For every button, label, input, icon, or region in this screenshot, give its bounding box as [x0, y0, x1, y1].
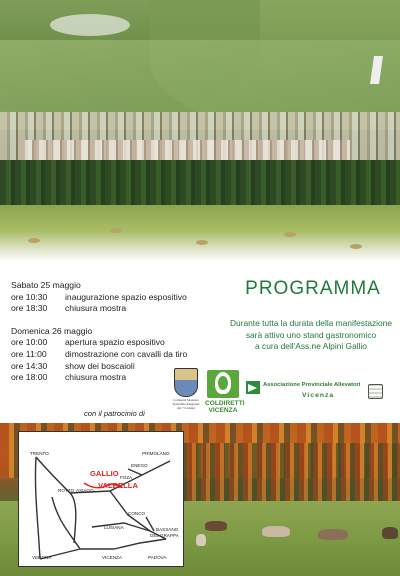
top-landscape-photo — [0, 0, 400, 262]
map-place-highlight: GALLIO — [90, 469, 119, 478]
programma-title: PROGRAMMA — [245, 278, 381, 299]
patronage-label: con il patrocinio di — [84, 409, 145, 418]
event-text: inaugurazione spazio espositivo — [65, 291, 187, 302]
location-map — [18, 431, 184, 567]
forest — [0, 160, 400, 210]
logo-text: Comunità Montana — [173, 398, 199, 402]
cow — [318, 529, 348, 540]
hay-bale — [110, 228, 122, 233]
cow — [205, 521, 227, 531]
map-place: TRENTO — [30, 451, 49, 456]
event-text: dimostrazione con cavalli da tiro — [65, 348, 188, 359]
map-place: BASSANO — [156, 527, 179, 532]
hay-bale — [28, 238, 40, 243]
crest-icon — [174, 368, 198, 397]
cloud — [50, 14, 130, 36]
cow — [262, 526, 290, 537]
event-text: apertura spazio espositivo — [65, 337, 165, 348]
logo-text: VICENZA — [208, 407, 238, 414]
schedule-row — [11, 292, 251, 304]
event-text: show dei boscaioli — [65, 360, 135, 371]
stand-line: a cura dell'Ass.ne Alpini Gallio — [255, 341, 367, 352]
day-title-saturday: Sabato 25 maggio — [11, 280, 81, 290]
hay-bale — [284, 232, 296, 237]
event-time: ore 18:30 — [11, 303, 48, 314]
day-title-sunday: Domenica 26 maggio — [11, 325, 93, 336]
map-place: FOZA — [120, 475, 133, 480]
comunita-montana-logo — [166, 368, 206, 410]
map-place: LUSIANA — [104, 525, 124, 530]
arrow-mark-icon — [246, 381, 260, 394]
map-place: VERONA — [32, 555, 52, 560]
event-time: ore 10:00 — [11, 337, 48, 348]
coldiretti-logo — [205, 370, 245, 414]
map-place: ENEGO — [131, 463, 148, 468]
event-time: ore 14:30 — [11, 360, 48, 371]
leaf-icon — [207, 370, 239, 398]
schedule-row — [11, 337, 251, 349]
stamp-icon — [368, 384, 383, 399]
logo-text: dei 7 Comuni — [177, 405, 195, 410]
cow — [196, 534, 206, 546]
map-place: PRIMOLANO — [142, 451, 170, 456]
event-time: ore 18:00 — [11, 372, 48, 383]
map-place: CONCO — [128, 511, 146, 516]
hay-bale — [196, 240, 208, 245]
logo-text: Spettabile Reggenza — [172, 401, 200, 406]
event-time: ore 10:30 — [11, 291, 48, 302]
cow — [382, 527, 398, 539]
schedule — [11, 280, 251, 384]
logo-text: Vicenza — [302, 392, 335, 399]
stand-line: Durante tutta la durata della manifestazione — [229, 318, 393, 328]
stand-line: sarà attivo uno stand gastronomico — [245, 329, 377, 340]
map-place: ROTZO — [58, 488, 75, 493]
event-time: ore 11:00 — [11, 348, 47, 359]
logo-text: Associazione Provinciale Allevatori — [263, 382, 361, 388]
schedule-row — [11, 303, 251, 315]
schedule-row — [11, 349, 251, 361]
hay-bale — [350, 244, 362, 249]
event-text: chiusura mostra — [65, 303, 127, 314]
map-place: PADOVA — [148, 555, 167, 560]
map-place: ASIAGO — [76, 488, 94, 493]
meadow — [0, 205, 400, 262]
map-place: VICENZA — [102, 555, 122, 560]
map-place-highlight: VALBELLA — [98, 481, 138, 490]
event-text: chiusura mostra — [65, 372, 127, 383]
map-place: DEL GRAPPA — [150, 533, 179, 538]
stand-info — [222, 318, 400, 353]
logo-text: COLDIRETTI — [205, 400, 245, 407]
